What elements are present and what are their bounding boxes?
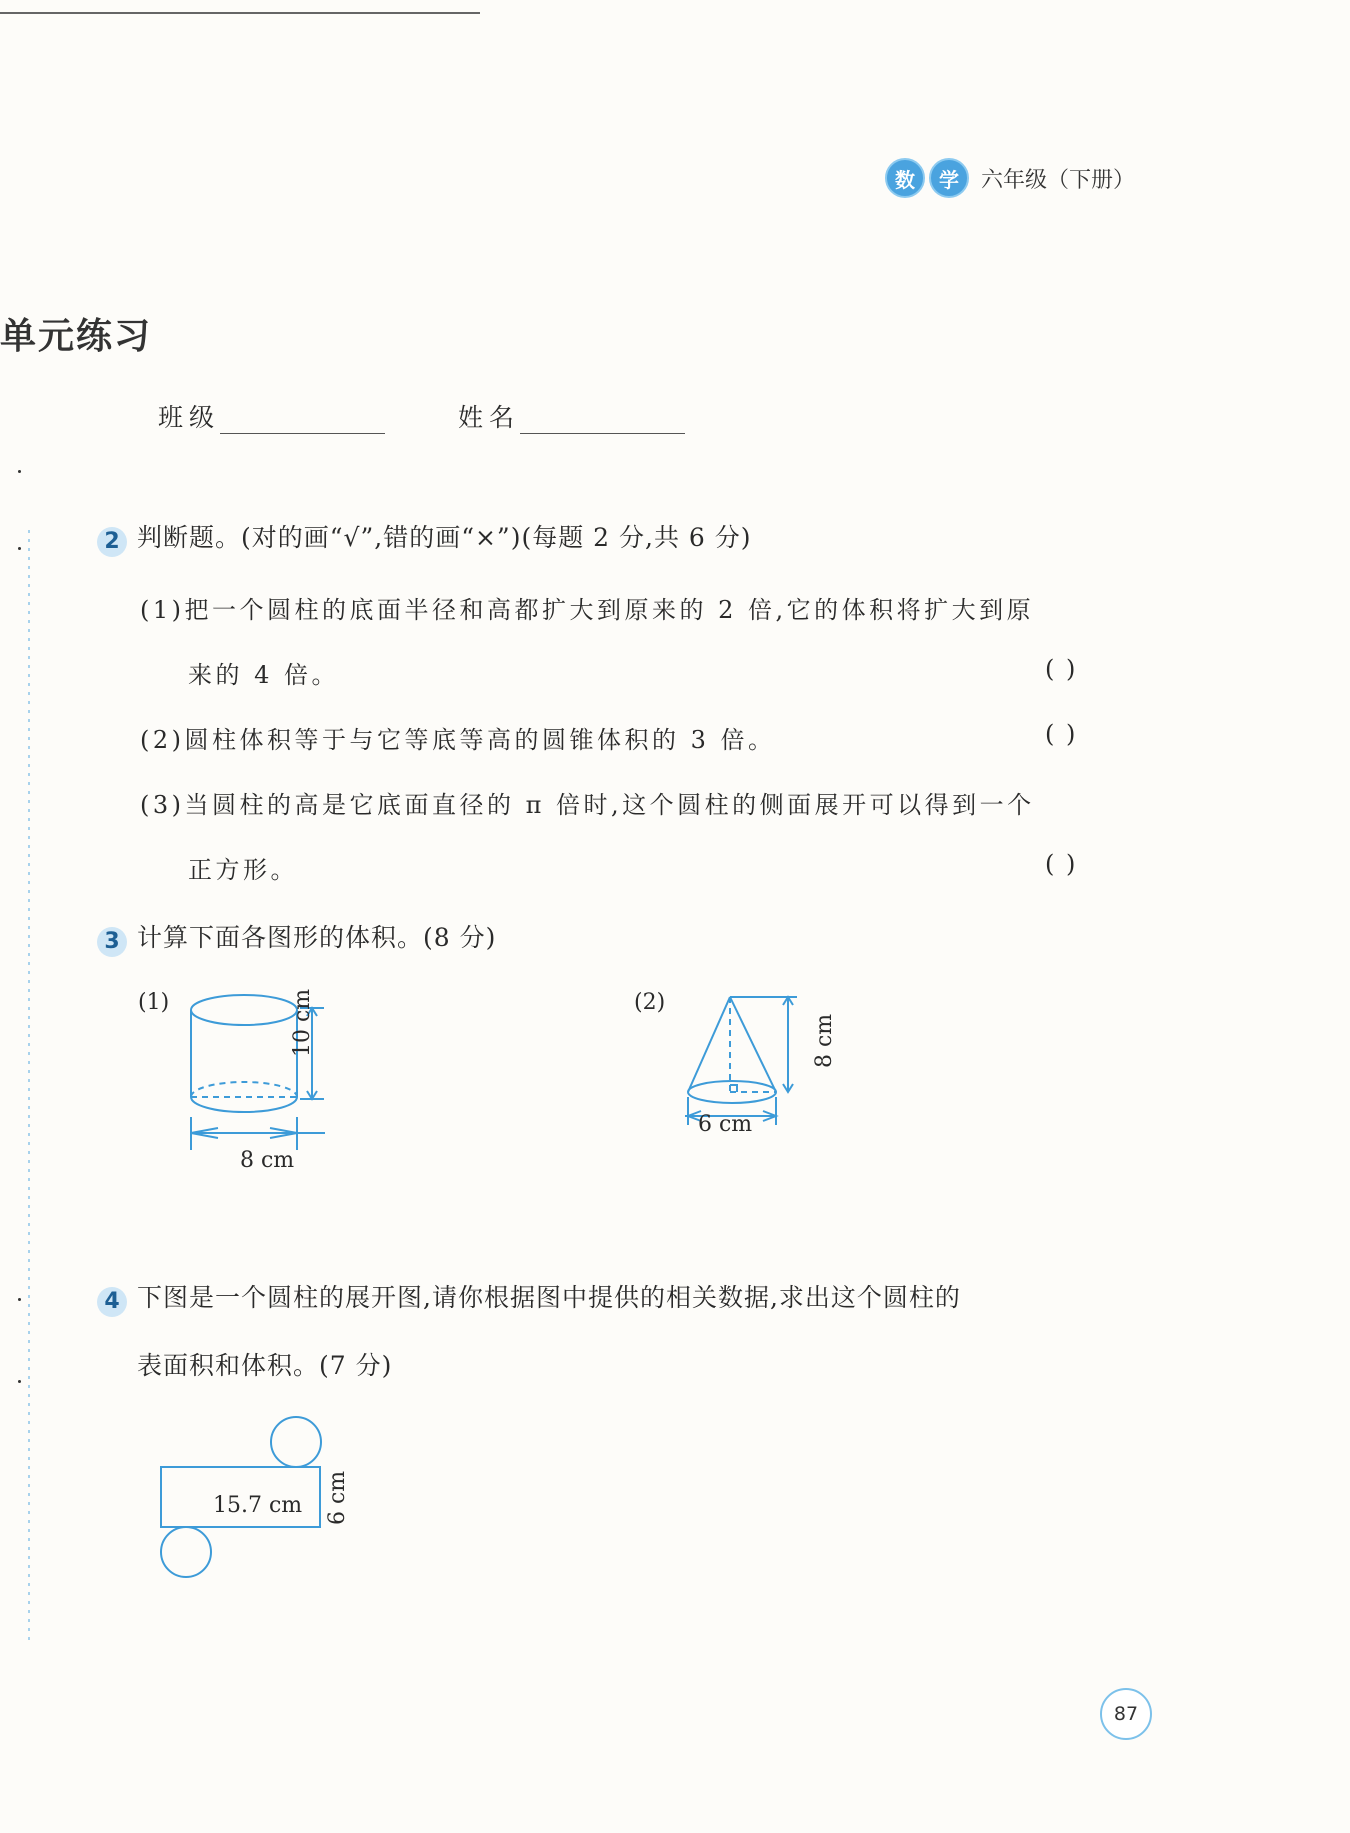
q2-number: 2 bbox=[97, 527, 127, 557]
q2-item3-line1: (3)当圆柱的高是它底面直径的 π 倍时,这个圆柱的侧面展开可以得到一个 bbox=[140, 791, 1035, 819]
q2-heading bbox=[97, 518, 752, 557]
q4-line2: 表面积和体积。(7 分) bbox=[137, 1351, 393, 1380]
q3-number: 3 bbox=[97, 927, 127, 957]
net-width-label: 6 cm bbox=[325, 1470, 350, 1525]
margin-dot bbox=[18, 547, 21, 550]
q4-number: 4 bbox=[97, 1287, 127, 1317]
subject-char-2: 学 bbox=[929, 158, 969, 198]
net-bottom-circle bbox=[161, 1527, 211, 1577]
q3-text: 计算下面各图形的体积。(8 分) bbox=[137, 923, 497, 952]
q2-item2-answer[interactable]: ( ) bbox=[1045, 720, 1078, 748]
fig1-diameter-label: 8 cm bbox=[240, 1148, 295, 1173]
cone-base-front bbox=[688, 1092, 776, 1103]
cone-left-edge bbox=[688, 997, 730, 1092]
page-title: 单元练习 bbox=[0, 316, 153, 357]
top-rule bbox=[0, 12, 480, 14]
fig2-label: (2) bbox=[634, 990, 666, 1015]
page-number: 87 bbox=[1100, 1688, 1152, 1740]
fig1-height-label: 10 cm bbox=[290, 988, 315, 1057]
q2-item2-line1: (2)圆柱体积等于与它等底等高的圆锥体积的 3 倍。 bbox=[140, 726, 776, 754]
q2-item1-line2: 来的 4 倍。 bbox=[188, 661, 340, 689]
margin-dot bbox=[18, 1298, 21, 1301]
fig2-diameter-label: 6 cm bbox=[698, 1112, 753, 1137]
header-badge bbox=[885, 158, 1135, 198]
fig1-label: (1) bbox=[138, 990, 170, 1015]
class-blank[interactable] bbox=[220, 407, 385, 434]
binding-chain bbox=[24, 530, 34, 1640]
class-field bbox=[158, 398, 385, 434]
q2-item1-line1: (1)把一个圆柱的底面半径和高都扩大到原来的 2 倍,它的体积将扩大到原 bbox=[140, 596, 1035, 624]
margin-dot bbox=[18, 1380, 21, 1383]
q3-heading bbox=[97, 918, 496, 957]
class-label: 班级 bbox=[158, 403, 221, 432]
cylinder-figure bbox=[180, 985, 340, 1160]
q4-heading bbox=[97, 1278, 961, 1317]
name-blank[interactable] bbox=[520, 407, 685, 434]
name-field bbox=[458, 398, 685, 434]
cone-base-back bbox=[688, 1081, 776, 1092]
subject-char-1: 数 bbox=[885, 158, 925, 198]
name-label: 姓名 bbox=[458, 403, 521, 432]
q4-line1: 下图是一个圆柱的展开图,请你根据图中提供的相关数据,求出这个圆柱的 bbox=[137, 1283, 961, 1312]
q2-item1-answer[interactable]: ( ) bbox=[1045, 655, 1078, 683]
q2-item3-line2: 正方形。 bbox=[188, 856, 298, 884]
margin-dot bbox=[18, 470, 21, 473]
net-top-circle bbox=[271, 1417, 321, 1467]
q2-item3-answer[interactable]: ( ) bbox=[1045, 850, 1078, 878]
fig2-height-label: 8 cm bbox=[812, 1013, 837, 1068]
cone-right-edge bbox=[730, 997, 776, 1092]
cylinder-top bbox=[191, 995, 297, 1025]
cylinder-bottom-back bbox=[191, 1082, 297, 1097]
net-length-label: 15.7 cm bbox=[213, 1493, 303, 1518]
grade-label: 六年级（下册） bbox=[981, 167, 1136, 193]
q2-text: 判断题。(对的画“√”,错的画“×”)(每题 2 分,共 6 分) bbox=[137, 523, 752, 552]
cylinder-bottom-front bbox=[191, 1097, 297, 1112]
